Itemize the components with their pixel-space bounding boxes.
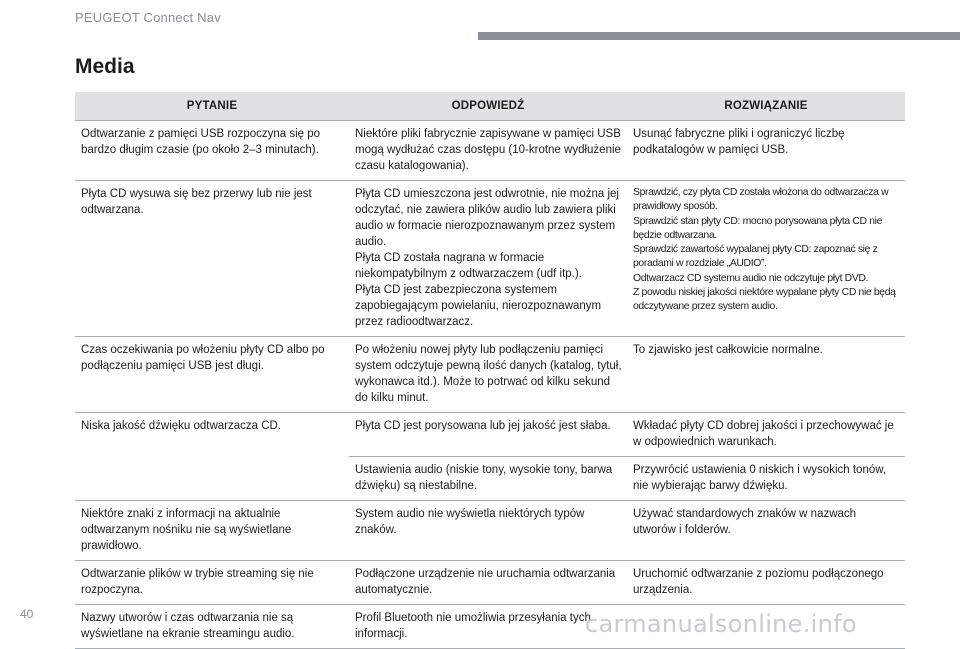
question-cell: Niska jakość dźwięku odtwarzacza CD. xyxy=(75,413,349,501)
column-header-question: PYTANIE xyxy=(75,92,349,121)
question-cell: Płyta CD wysuwa się bez przerwy lub nie jest odtwarzana. xyxy=(75,181,349,337)
answer-cell: Płyta CD umieszczona jest odwrotnie, nie można jej odczytać, nie zawiera plików audio lub zawiera pliki audio w formacie nierozpoznawanym przez system audio. Płyta CD została nagrana w formacie niekompatybilnym z odtwarzaczem (udf itp.). Płyta CD jest zabezpieczona systemem zapobiegającym powielaniu, nierozpoznawanym przez radioodtwarzacz. xyxy=(349,181,627,337)
table-row xyxy=(75,181,905,337)
solution-cell: Przywrócić ustawienia 0 niskich i wysokich tonów, nie wybierając barwy dźwięku. xyxy=(627,457,905,501)
answer-cell: Ustawienia audio (niskie tony, wysokie tony, barwa dźwięku) są niestabilne. xyxy=(349,457,627,501)
solution-cell: Usunąć fabryczne pliki i ograniczyć liczbę podkatalogów w pamięci USB. xyxy=(627,121,905,181)
table-row xyxy=(75,121,905,181)
answer-cell: System audio nie wyświetla niektórych typów znaków. xyxy=(349,501,627,561)
question-cell: Odtwarzanie z pamięci USB rozpoczyna się po bardzo długim czasie (po około 2–3 minutach). xyxy=(75,121,349,181)
faq-table xyxy=(75,92,905,649)
running-header: PEUGEOT Connect Nav xyxy=(75,10,221,25)
answer-cell: Niektóre pliki fabrycznie zapisywane w pamięci USB mogą wydłużać czas dostępu (10-krotne wydłużenie czasu katalogowania). xyxy=(349,121,627,181)
question-cell: Nazwy utworów i czas odtwarzania nie są wyświetlane na ekranie streamingu audio. xyxy=(75,605,349,649)
page-number: 40 xyxy=(20,607,34,621)
answer-cell: Podłączone urządzenie nie uruchamia odtwarzania automatycznie. xyxy=(349,561,627,605)
column-header-solution: ROZWIĄZANIE xyxy=(627,92,905,121)
solution-cell: To zjawisko jest całkowicie normalne. xyxy=(627,337,905,413)
table-row xyxy=(75,561,905,605)
solution-cell: Sprawdzić, czy płyta CD została włożona do odtwarzacza w prawidłowy sposób. Sprawdzić stan płyty CD: mocno porysowana płyta CD nie będzie odtwarzana. Sprawdzić zawartość wypalanej płyty CD: zapoznać się z poradami w rozdziale „AUDIO”. Odtwarzacz CD systemu audio nie odczytuje płyt DVD. Z powodu niskiej jakości niektóre wypalane płyty CD nie będą odczytywane przez system audio. xyxy=(627,181,905,337)
column-header-answer: ODPOWIEDŹ xyxy=(349,92,627,121)
question-cell: Czas oczekiwania po włożeniu płyty CD albo po podłączeniu pamięci USB jest długi. xyxy=(75,337,349,413)
question-cell: Niektóre znaki z informacji na aktualnie odtwarzanym nośniku nie są wyświetlane prawidłowo. xyxy=(75,501,349,561)
watermark: carmanualsonline.info xyxy=(585,610,857,638)
solution-cell: Używać standardowych znaków w nazwach utworów i folderów. xyxy=(627,501,905,561)
answer-cell: Profil Bluetooth nie umożliwia przesyłania tych informacji. xyxy=(349,605,627,649)
solution-cell: Uruchomić odtwarzanie z poziomu podłączonego urządzenia. xyxy=(627,561,905,605)
answer-cell: Po włożeniu nowej płyty lub podłączeniu pamięci system odczytuje pewną ilość danych (katalog, tytuł, wykonawca itd.). Może to potrwać od kilku sekund do kilku minut. xyxy=(349,337,627,413)
solution-cell: Wkładać płyty CD dobrej jakości i przechowywać je w odpowiednich warunkach. xyxy=(627,413,905,457)
question-cell: Odtwarzanie plików w trybie streaming się nie rozpoczyna. xyxy=(75,561,349,605)
header-bar xyxy=(478,32,960,40)
table-row xyxy=(75,413,905,457)
table-header-row xyxy=(75,92,905,121)
table-row xyxy=(75,501,905,561)
table-row xyxy=(75,337,905,413)
answer-cell: Płyta CD jest porysowana lub jej jakość jest słaba. xyxy=(349,413,627,457)
section-title: Media xyxy=(75,55,135,78)
